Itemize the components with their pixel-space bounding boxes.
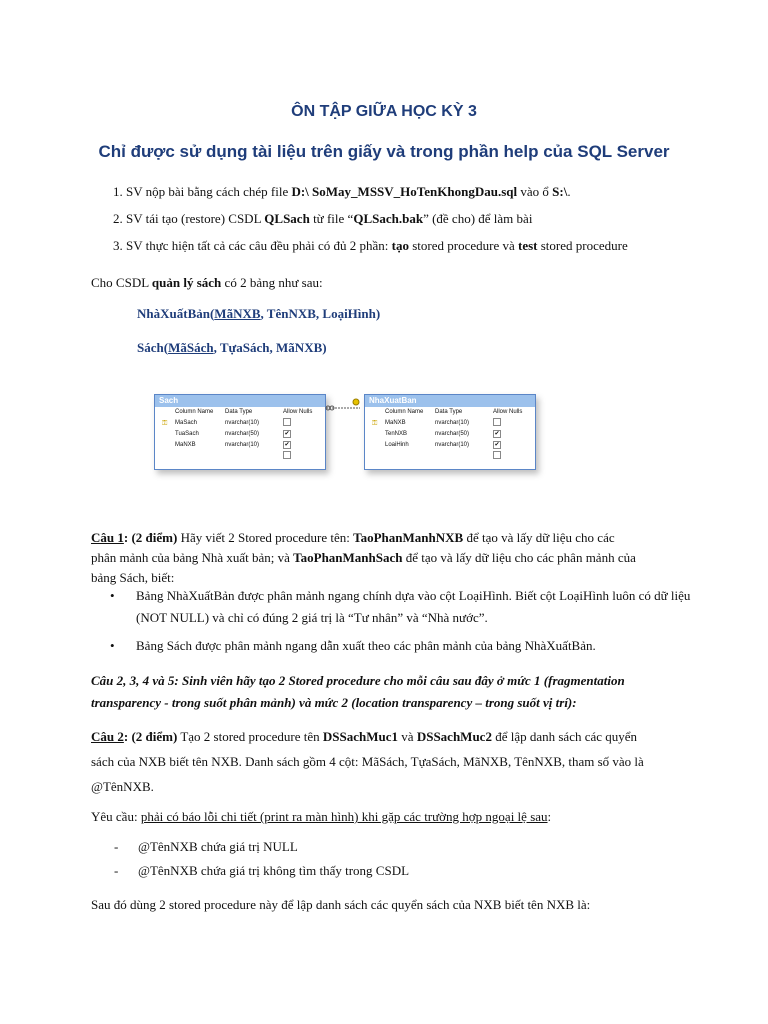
allow-nulls-checkbox (493, 451, 501, 459)
table-row-empty (155, 451, 325, 462)
question-1-bullets (110, 585, 706, 657)
database-intro: Cho CSDL quản lý sách có 2 bảng như sau: (91, 275, 323, 290)
table-header-row: Column Name Data Type Allow Nulls (175, 409, 313, 415)
question-2-5-instruction: Câu 2, 3, 4 và 5: Sinh viên hãy tạo 2 Stored procedure cho mỗi câu sau đây ở mức 1 (fragmentation transparency - trong suốt phân mảnh) và mức 2 (location transparency – trong suốt vị trí): (91, 673, 625, 710)
table-row: ⚿ MaSach nvarchar(10) (155, 418, 325, 429)
question-1: Câu 1: (2 điểm) Hãy viết 2 Stored procedure tên: TaoPhanManhNXB để tạo và lấy dữ liệu cho các phân mảnh của bảng Nhà xuất bản; và TaoPhanManhSach để tạo và lấy dữ liệu cho các phân mảnh của bảng Sách, biết: (91, 530, 636, 585)
table-nhaxuatban (364, 394, 536, 470)
table-title: Sach (155, 395, 325, 407)
table-row: TuaSach nvarchar(50) ✔ (175, 431, 290, 437)
bullet-icon: • (110, 588, 115, 603)
document-title: ÔN TẬP GIỮA HỌC KỲ 3 (291, 103, 477, 120)
instruction-list (113, 178, 628, 259)
key-icon: ⚿ (162, 420, 168, 427)
table-header-row: Column Name Data Type Allow Nulls (385, 409, 523, 415)
question-2: Câu 2: (2 điểm) Tạo 2 stored procedure tên DSSachMuc1 và DSSachMuc2 để lập danh sách các quyển sách của NXB biết tên NXB. Danh sách gồm 4 cột: MãSách, TựaSách, MãNXB, TênNXB, tham số vào là @TênNXB. (91, 729, 644, 794)
table-sach (154, 394, 326, 470)
key-end-icon (353, 399, 359, 405)
allow-nulls-checkbox: ✔ (494, 431, 500, 437)
dash-icon: - (114, 839, 119, 854)
allow-nulls-checkbox (283, 418, 291, 426)
allow-nulls-checkbox: ✔ (284, 431, 290, 437)
question-2-label: Câu 2 (91, 729, 124, 744)
list-item: • Bảng Sách được phân mảnh ngang dẫn xuất theo các phân mảnh của bảng NhàXuấtBản. (110, 635, 706, 657)
list-item: • Bảng NhàXuấtBản được phân mảnh ngang chính dựa vào cột LoạiHình. Biết cột LoạiHình luôn có dữ liệu (NOT NULL) và chỉ có đúng 2 giá trị là “Tư nhân” và “Nhà nước”. (110, 585, 706, 629)
allow-nulls-checkbox: ✔ (284, 442, 290, 448)
table-row: LoaiHinh nvarchar(10) ✔ (385, 442, 500, 448)
allow-nulls-checkbox (283, 451, 291, 459)
dash-icon: - (114, 863, 119, 878)
schema-nhaxuatban: NhàXuấtBản(MãNXB, TênNXB, LoạiHình) (137, 306, 381, 321)
allow-nulls-checkbox: ✔ (494, 442, 500, 448)
table-title: NhaXuatBan (365, 395, 535, 407)
schema-sach: Sách(MãSách, TựaSách, MãNXB) (137, 340, 327, 355)
list-item: - @TênNXB chứa giá trị NULL (114, 839, 298, 854)
instruction-item-3: 3. SV thực hiện tất cả các câu đều phải có đủ 2 phần: tạo stored procedure và test stored procedure (113, 238, 628, 253)
allow-nulls-checkbox (493, 418, 501, 426)
instruction-item-1: 1. SV nộp bài bằng cách chép file D:\ SoMay_MSSV_HoTenKhongDau.sql vào ổ S:\. (113, 184, 571, 199)
document-subtitle: Chỉ được sử dụng tài liệu trên giấy và trong phần help của SQL Server (98, 142, 670, 161)
bullet-icon: • (110, 638, 115, 653)
database-diagram (152, 386, 532, 486)
table-row: MaNXB nvarchar(10) ✔ (175, 442, 290, 448)
relationship-connector (324, 394, 364, 424)
table-row: TenNXB nvarchar(50) ✔ (385, 431, 500, 437)
instruction-item-2: 2. SV tái tạo (restore) CSDL QLSach từ file “QLSach.bak” (đề cho) để làm bài (113, 211, 533, 226)
final-instruction: Sau đó dùng 2 stored procedure này để lập danh sách các quyển sách của NXB biết tên NXB là: (91, 897, 591, 912)
requirement: Yêu cầu: phải có báo lỗi chi tiết (print ra màn hình) khi gặp các trường hợp ngoại lệ sau: (91, 809, 552, 824)
question-1-label: Câu 1 (91, 530, 124, 545)
key-icon: ⚿ (372, 420, 378, 427)
table-row-empty (365, 451, 535, 462)
table-row: ⚿ MaNXB nvarchar(10) (365, 418, 535, 429)
list-item: - @TênNXB chứa giá trị không tìm thấy trong CSDL (114, 863, 410, 878)
